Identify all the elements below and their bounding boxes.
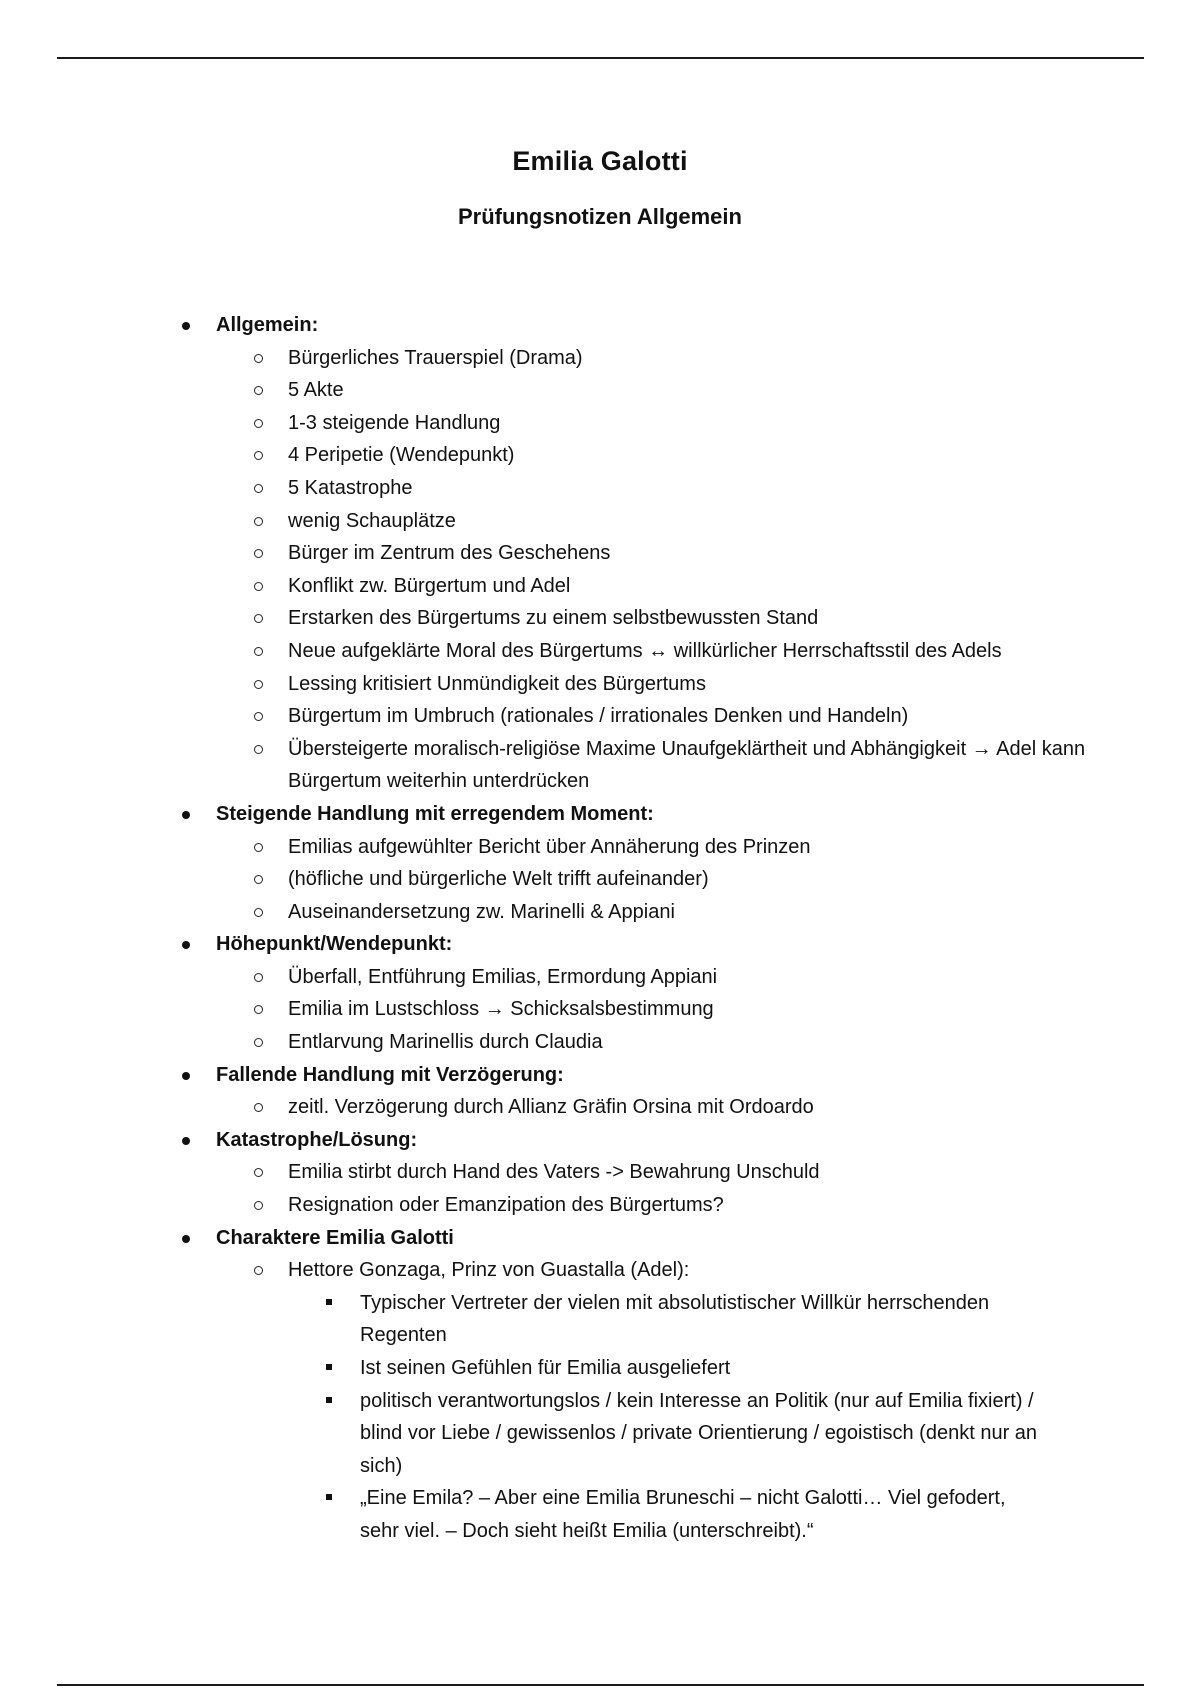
bullet-circle-icon xyxy=(254,1091,265,1124)
bullet-disc-icon xyxy=(182,798,190,831)
section-heading: Charaktere Emilia Galotti xyxy=(216,1226,454,1249)
bullet-circle-icon xyxy=(254,407,265,440)
bullet-circle-icon xyxy=(254,831,265,864)
list-item xyxy=(216,700,1200,733)
section-item xyxy=(0,1059,1200,1124)
list-item-text: 4 Peripetie (Wendepunkt) xyxy=(288,444,515,467)
bullet-circle-icon xyxy=(254,635,265,668)
list-item xyxy=(216,602,1200,635)
section-sublist xyxy=(216,1156,1200,1221)
list-item-text: Bürger im Zentrum des Geschehens xyxy=(288,542,611,565)
footer-rule xyxy=(57,1684,1144,1686)
list-item xyxy=(216,733,1200,798)
list-item xyxy=(216,439,1200,472)
bullet-circle-icon xyxy=(254,668,265,701)
list-item-text: Konflikt zw. Bürgertum und Adel xyxy=(288,574,571,597)
list-item xyxy=(216,374,1200,407)
bullet-disc-icon xyxy=(182,1124,190,1157)
list-item xyxy=(216,1254,1200,1547)
bullet-square-icon xyxy=(326,1385,333,1418)
list-item xyxy=(216,635,1200,668)
bullet-disc-icon xyxy=(182,928,190,961)
list-item xyxy=(216,1189,1200,1222)
bullet-circle-icon xyxy=(254,733,265,766)
list-item xyxy=(216,537,1200,570)
nested-list-item-text: politisch verantwortungslos / kein Interesse an Politik (nur auf Emilia fixiert) / blind vor Liebe / gewissenlos / private Orientierung / egoistisch (denkt nur an sich) xyxy=(360,1389,1038,1477)
notes-content xyxy=(0,309,1200,1548)
list-item-text: Bürgertum im Umbruch (rationales / irrationales Denken und Handeln) xyxy=(288,705,909,728)
list-item xyxy=(216,570,1200,603)
section-heading: Allgemein: xyxy=(216,314,319,336)
list-item-text: Bürgerliches Trauerspiel (Drama) xyxy=(288,346,583,369)
section-heading: Katastrophe/Lösung: xyxy=(216,1128,418,1151)
list-item xyxy=(216,1091,1200,1124)
bullet-circle-icon xyxy=(254,863,265,896)
list-item-text: Erstarken des Bürgertums zu einem selbstbewussten Stand xyxy=(288,607,819,630)
nested-list-item-text: „Eine Emila? – Aber eine Emilia Bruneschi – nicht Galotti… Viel gefodert, sehr viel. – Doch sieht heißt Emilia (unterschreibt).“ xyxy=(360,1487,1006,1542)
list-item-text: Übersteigerte moralisch-religiöse Maxime Unaufgeklärtheit und Abhängigkeit → Adel kann Bürgertum weiterhin unterdrücken xyxy=(288,737,1086,793)
list-item xyxy=(216,505,1200,538)
nested-list-item-text: Typischer Vertreter der vielen mit absolutistischer Willkür herrschenden Regenten xyxy=(360,1291,990,1347)
list-item xyxy=(216,342,1200,375)
list-item-text: Emilias aufgewühlter Bericht über Annäherung des Prinzen xyxy=(288,835,811,858)
list-item xyxy=(216,1156,1200,1189)
list-item-text: Überfall, Entführung Emilias, Ermordung Appiani xyxy=(288,965,718,988)
list-item-text: 5 Akte xyxy=(288,379,344,402)
section-sublist xyxy=(216,342,1200,798)
section-heading: Steigende Handlung mit erregendem Moment: xyxy=(216,802,654,825)
list-item-text: Hettore Gonzaga, Prinz von Guastalla (Adel): xyxy=(288,1259,690,1282)
header-rule xyxy=(57,57,1144,59)
bullet-square-icon xyxy=(326,1482,333,1515)
list-item-text: Neue aufgeklärte Moral des Bürgertums ↔ willkürlicher Herrschaftsstil des Adels xyxy=(288,639,1002,662)
bullet-circle-icon xyxy=(254,374,265,407)
list-item xyxy=(216,668,1200,701)
bullet-circle-icon xyxy=(254,602,265,635)
section-sublist xyxy=(216,961,1200,1059)
bullet-disc-icon xyxy=(182,309,190,342)
bullet-circle-icon xyxy=(254,1156,265,1189)
section-heading: Fallende Handlung mit Verzögerung: xyxy=(216,1063,564,1086)
list-item-text: 1-3 steigende Handlung xyxy=(288,411,501,434)
document-title: Emilia Galotti xyxy=(512,146,688,176)
section-sublist xyxy=(216,831,1200,929)
section-item xyxy=(0,798,1200,928)
section-sublist xyxy=(216,1254,1200,1547)
section-list xyxy=(0,309,1200,1548)
list-item-text: Auseinandersetzung zw. Marinelli & Appiani xyxy=(288,900,675,923)
list-item-text: Lessing kritisiert Unmündigkeit des Bürgertums xyxy=(288,672,706,695)
list-item xyxy=(216,863,1200,896)
bullet-circle-icon xyxy=(254,439,265,472)
document-subtitle: Prüfungsnotizen Allgemein xyxy=(458,204,742,229)
bullet-circle-icon xyxy=(254,961,265,994)
list-item xyxy=(216,407,1200,440)
nested-list-item xyxy=(288,1385,1100,1483)
section-item xyxy=(0,928,1200,1058)
list-item-text: Emilia im Lustschloss → Schicksalsbestimmung xyxy=(288,998,714,1021)
nested-list-item-text: Ist seinen Gefühlen für Emilia ausgeliefert xyxy=(360,1357,731,1379)
bullet-circle-icon xyxy=(254,342,265,375)
bullet-circle-icon xyxy=(254,505,265,538)
list-item-text: (höfliche und bürgerliche Welt trifft aufeinander) xyxy=(288,868,709,891)
list-item xyxy=(216,472,1200,505)
section-item xyxy=(0,1124,1200,1222)
bullet-circle-icon xyxy=(254,993,265,1026)
bullet-circle-icon xyxy=(254,896,265,929)
bullet-square-icon xyxy=(326,1352,333,1385)
bullet-circle-icon xyxy=(254,472,265,505)
list-item-text: zeitl. Verzögerung durch Allianz Gräfin Orsina mit Ordoardo xyxy=(288,1096,814,1119)
list-item-text: Emilia stirbt durch Hand des Vaters -> Bewahrung Unschuld xyxy=(288,1161,820,1184)
section-item xyxy=(0,309,1200,798)
bullet-circle-icon xyxy=(254,1026,265,1059)
nested-list-item xyxy=(288,1287,1100,1352)
list-item xyxy=(216,993,1200,1026)
list-item-text: Entlarvung Marinellis durch Claudia xyxy=(288,1031,603,1054)
list-item xyxy=(216,961,1200,994)
nested-list-item xyxy=(288,1352,1100,1385)
list-item xyxy=(216,896,1200,929)
list-item-text: 5 Katastrophe xyxy=(288,476,413,499)
bullet-circle-icon xyxy=(254,1254,265,1287)
bullet-circle-icon xyxy=(254,700,265,733)
list-item-text: Resignation oder Emanzipation des Bürgertums? xyxy=(288,1194,724,1217)
list-item-text: wenig Schauplätze xyxy=(288,509,456,532)
bullet-disc-icon xyxy=(182,1222,190,1255)
section-heading: Höhepunkt/Wendepunkt: xyxy=(216,933,453,956)
bullet-circle-icon xyxy=(254,537,265,570)
list-item xyxy=(216,831,1200,864)
section-sublist xyxy=(216,1091,1200,1124)
bullet-circle-icon xyxy=(254,1189,265,1222)
bullet-square-icon xyxy=(326,1287,333,1320)
list-item xyxy=(216,1026,1200,1059)
bullet-disc-icon xyxy=(182,1059,190,1092)
nested-sublist xyxy=(288,1287,1100,1548)
section-item xyxy=(0,1222,1200,1548)
bullet-circle-icon xyxy=(254,570,265,603)
nested-list-item xyxy=(288,1482,1100,1547)
